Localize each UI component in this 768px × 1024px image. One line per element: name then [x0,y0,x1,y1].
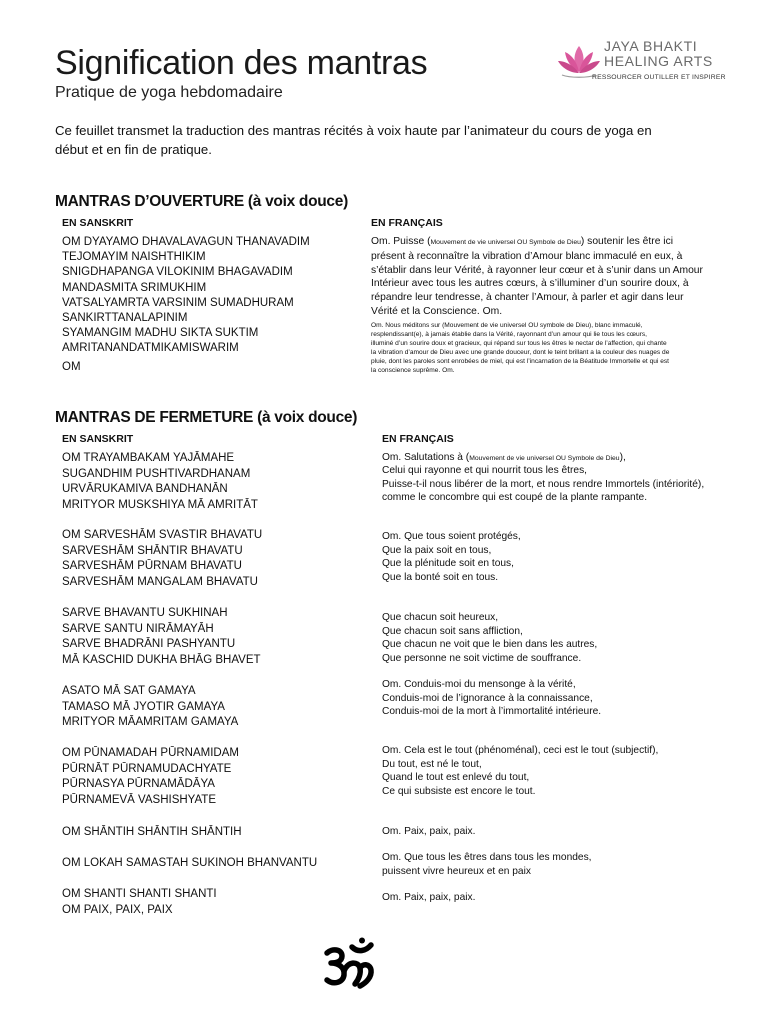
closing-french-block-4: Om. Conduis-moi du mensonge à la vérité, Conduis-moi de l’ignorance à la connaissance, Conduis-moi de la mort à l’immortalité intérieure. [382,679,602,718]
brand-tagline: RESSOURCER OUTILLER ET INSPIRER [592,74,726,81]
page-title: Signification des mantras [55,44,428,82]
closing-french-block-1: Celui qui rayonne et qui nourrit tous les êtres, Puisse-t-il nous libérer de la mort, et nous rendre Immortels (intériorité), comme le concombre qui est coupé de la plante rampante. [382,465,705,504]
closing-sanskrit-block-5: OM PŪNAMADAH PŪRNAMIDAM PŪRNĀT PŪRNAMUDACHYATE PŪRNASYA PŪRNAMĀDĀYA PŪRNAMEVĀ VASHISHYATE [62,747,239,806]
closing-sanskrit-block-7: OM LOKAH SAMASTAH SUKINOH BHANVANTU [62,857,318,869]
closing-french-b1-note: Mouvement de vie universel OU Symbole de Dieu [469,455,620,462]
closing-head-sanskrit: EN SANSKRIT [62,433,134,445]
closing-french-block-6: Om. Paix, paix, paix. [382,826,476,837]
intro-paragraph: Ce feuillet transmet la traduction des mantras récités à voix haute par l’animateur du cours de yoga en début et en fin de pratique. [55,123,652,157]
opening-french-p1-end: ) soutenir les être ici présent à reconnaître la vibration d’Amour blanc immaculé en eux, à s’établir dans leur Vérité, à rayonner leur cœur et à s’unir dans un Amour Intérieur avec tous les autres cœurs, à s’illuminer d’un sourire doux, à répandre leur tendresse, à chanter l’Amour, à parler et agir dans leur Vérité et la Conscience. Om. [371,236,703,317]
opening-head-french: EN FRANÇAIS [371,217,443,229]
closing-french-block-8: Om. Paix, paix, paix. [382,892,476,903]
opening-french-p1-note: Mouvement de vie universel OU Symbole de Dieu [430,239,581,246]
opening-french-paragraph-1 [371,235,706,319]
opening-sanskrit-text: OM DYAYAMO DHAVALAVAGUN THANAVADIM TEJOMAYIM NAISHTHIKIM SNIGDHAPANGA VILOKINIM BHAGAVADIM MANDASMITA SRIMUKHIM VATSALYAMRTA VARSINIM SUMADHURAM SANKIRTTANALAPINIM SYAMANGIM MADHU SIKTA SUKTIM AMRITANANDATMIKAMISWARIM [62,236,310,355]
brand-logo [556,40,746,84]
closing-sanskrit-block-4: ASATO MĀ SAT GAMAYA TAMASO MĀ JYOTIR GAMAYA MRITYOR MĀAMRITAM GAMAYA [62,685,239,729]
om-symbol-icon [318,937,378,992]
opening-french-paragraph-2: Om. Nous méditons sur (Mouvement de vie universel OU symbole de Dieu), blanc immaculé, resplendissant(e), à jamais établie dans la Vérité, rayonnant d’un amour qui lie tous les cœurs, illuminé d’un sourire doux et gracieux, qui répand sur tous les êtres le nectar de l’affection, qui chante la vibration d’amour de Dieu avec une grande douceur, dont le teint brillant a la couleur des nuages de pluie, dont les paroles sont enrobées de miel, qui est l’incarnation de la Béatitude Immortelle et qui est la conscience suprême. Om. [371,322,670,374]
opening-head-sanskrit: EN SANSKRIT [62,217,134,229]
closing-french-block-5: Om. Cela est le tout (phénoménal), ceci est le tout (subjectif), Du tout, est né le tout, Quand le tout est enlevé du tout, Ce qui subsiste est encore le tout. [382,745,659,797]
closing-sanskrit-block-1: OM TRAYAMBAKAM YAJĀMAHE SUGANDHIM PUSHTIVARDHANAM URVĀRUKAMIVA BANDHANĀN MRITYOR MUSKSHIYA MĀ AMRITĀT [62,452,258,511]
closing-sanskrit-block-3: SARVE BHAVANTU SUKHINAH SARVE SANTU NIRĀMAYĀH SARVE BHADRĀNI PASHYANTU MĀ KASCHID DUKHA BHĀG BHAVET [62,607,261,666]
closing-french-block-2: Om. Que tous soient protégés, Que la paix soit en tous, Que la plénitude soit en tous, Que la bonté soit en tous. [382,531,521,583]
closing-head-french: EN FRANÇAIS [382,433,454,445]
closing-french-block-3: Que chacun soit heureux, Que chacun soit sans affliction, Que chacun ne voit que le bien dans les autres, Que personne ne soit victime de souffrance. [382,612,598,664]
opening-section-title: MANTRAS D’OUVERTURE (à voix douce) [55,193,348,210]
closing-french-block-7: Om. Que tous les êtres dans tous les mondes, puissent vivre heureux et en paix [382,852,592,877]
closing-french-b1-end: ), [619,452,626,463]
brand-name-line1: JAYA BHAKTI [604,38,698,54]
closing-french-b1-start: Om. Salutations à ( [382,452,470,463]
closing-sanskrit-block-8: OM SHANTI SHANTI SHANTI OM PAIX, PAIX, PAIX [62,888,217,916]
brand-name-line2: HEALING ARTS [604,53,713,69]
closing-sanskrit-block-2: OM SARVESHĀM SVASTIR BHAVATU SARVESHĀM SHĀNTIR BHAVATU SARVESHĀM PŪRNAM BHAVATU SARVESHĀM MANGALAM BHAVATU [62,529,263,588]
page-subtitle: Pratique de yoga hebdomadaire [55,84,283,101]
closing-section-title: MANTRAS DE FERMETURE (à voix douce) [55,409,358,426]
opening-french-p1-start: Om. Puisse ( [371,236,431,247]
opening-sanskrit-om: OM [62,361,81,373]
closing-sanskrit-block-6: OM SHĀNTIH SHĀNTIH SHĀNTIH [62,826,242,838]
